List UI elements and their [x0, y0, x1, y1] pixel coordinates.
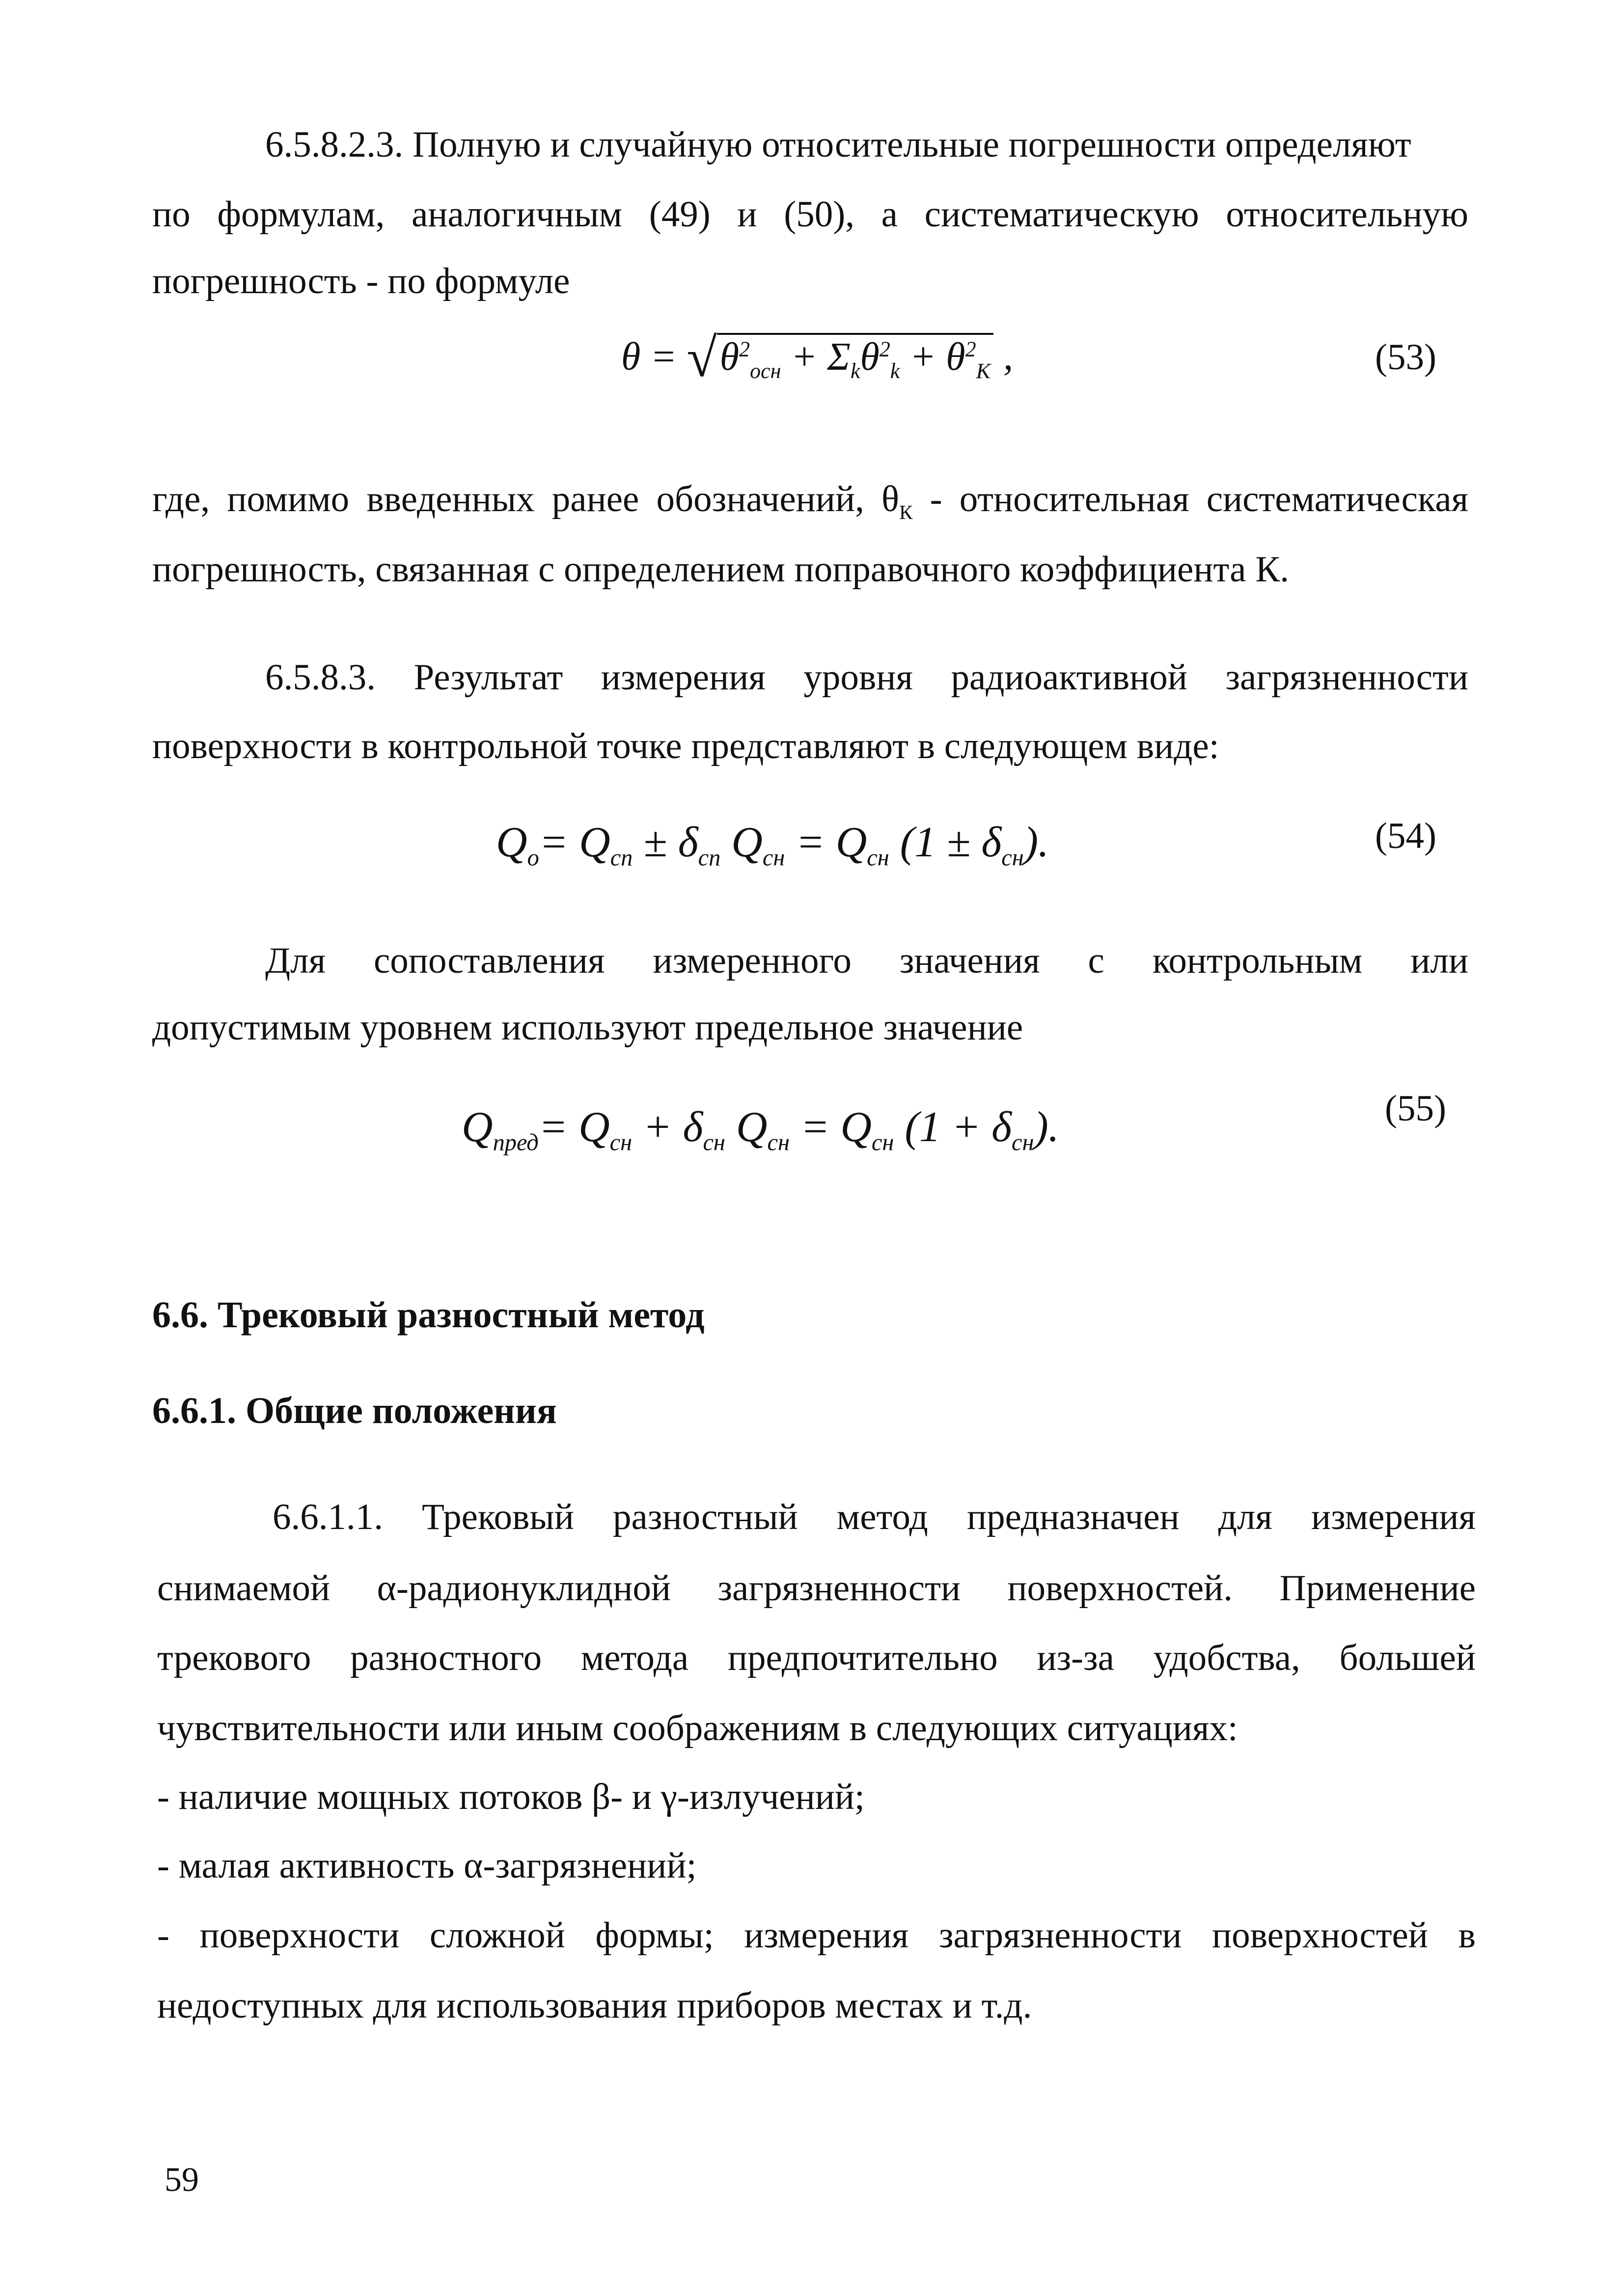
heading-6-6-1: 6.6.1. Общие положения	[152, 1390, 557, 1431]
equation-54: $Q_o= Q_{сп} \pm \delta_{сп}$ $Q_{сн} = Q_{сн}$ $(1 \pm \delta_{сн})$.	[496, 819, 1049, 871]
p3-line2: поверхности в контрольной точке представляют в следующем виде:	[152, 726, 1219, 766]
equation-54-number: (54)	[1375, 816, 1436, 856]
p2-line1-rest: - относительная систематическая	[912, 479, 1469, 519]
equation-53: $\theta = √\theta^2_{осн} + \Sigma_k\theta^2_k + \theta^2_K$ ,	[621, 328, 1013, 388]
heading-6-6: 6.6. Трековый разностный метод	[152, 1294, 705, 1336]
list-item-3-line1: - поверхности сложной формы; измерения загрязненности поверхностей в	[157, 1915, 1476, 1956]
p4-line2: допустимым уровнем используют предельное значение	[152, 1007, 1023, 1048]
equation-55-number: (55)	[1385, 1088, 1446, 1129]
equation-53-number: (53)	[1375, 337, 1436, 378]
p2-line1	[152, 477, 1468, 525]
p1-line3: погрешность - по формуле	[152, 261, 570, 301]
p2-line1-sub: К	[899, 501, 913, 523]
page-number: 59	[165, 2161, 199, 2199]
p5-line3: трекового разностного метода предпочтительно из-за удобства, большей	[157, 1638, 1476, 1678]
p3-line1: 6.5.8.3. Результат измерения уровня радиоактивной загрязненности	[265, 657, 1468, 698]
p1-line2: по формулам, аналогичным (49) и (50), а систематическую относительную	[152, 194, 1468, 235]
p5-line4: чувствительности или иным соображениям в следующих ситуациях:	[157, 1708, 1238, 1749]
list-item-3-line2: недоступных для использования приборов местах и т.д.	[157, 1985, 1032, 2026]
list-item-2: - малая активность α-загрязнений;	[157, 1845, 697, 1886]
p5-line2: снимаемой α-радионуклидной загрязненности поверхностей. Применение	[157, 1568, 1476, 1609]
list-item-1: - наличие мощных потоков β- и γ-излучений;	[157, 1777, 865, 1817]
p1-line1: 6.5.8.2.3. Полную и случайную относительные погрешности определяют	[265, 124, 1411, 165]
p5-line1: 6.6.1.1. Трековый разностный метод предназначен для измерения	[273, 1497, 1476, 1537]
p4-line1: Для сопоставления измеренного значения с контрольным или	[265, 940, 1468, 981]
p2-line1-start: где, помимо введенных ранее обозначений, θ	[152, 479, 899, 519]
equation-55: $Q_{пред}= Q_{сн} + \delta_{сн}$ $Q_{сн} = Q_{сн}$ $(1 + \delta_{сн})$.	[462, 1103, 1059, 1156]
p2-line2: погрешность, связанная с определением поправочного коэффициента К.	[152, 549, 1289, 590]
